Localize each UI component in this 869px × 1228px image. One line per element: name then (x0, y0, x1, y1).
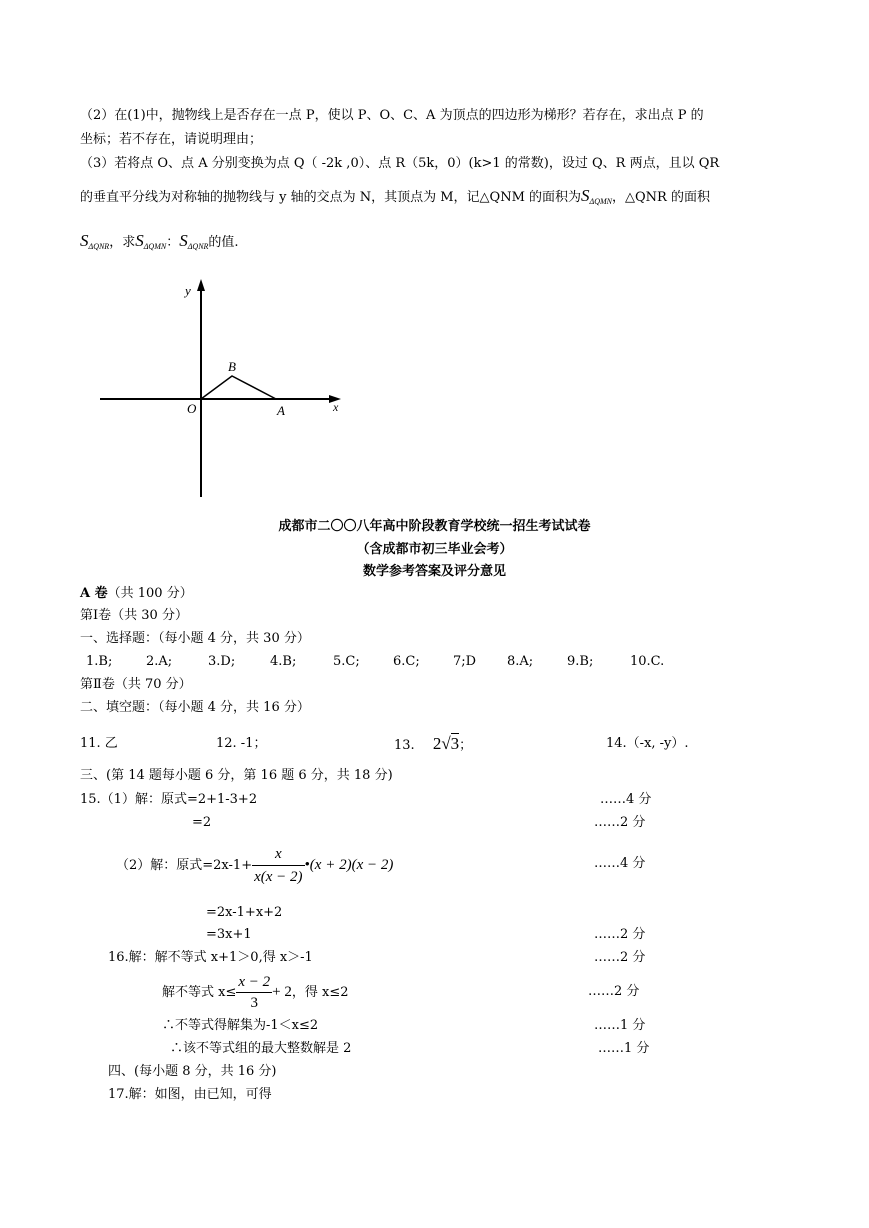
q3-line2-text: 的垂直平分线为对称轴的抛物线与 y 轴的交点为 N，其顶点为 M，记△QNM 的面积为 (80, 190, 582, 205)
sub-qmn: ΔQMN (143, 242, 167, 251)
q3-line2 (80, 188, 710, 210)
answer-title-2: （含成都市初三毕业会考） (356, 542, 513, 557)
numerator: x − 2 (238, 974, 271, 990)
section-3-title: 三、(第 14 题每小题 6 分，第 16 题 6 分，共 18 分) (80, 768, 393, 783)
q2-line2: 坐标；若不存在，请说明理由； (80, 132, 263, 147)
points: ……2 分 (594, 950, 646, 965)
answer-title-1: 成都市二〇〇八年高中阶段教育学校统一招生考试试卷 (278, 519, 591, 534)
s-symbol: S (80, 231, 89, 250)
q2-line1: （2）在(1)中，抛物线上是否存在一点 P，使以 P、O、C、A 为顶点的四边形为梯形？若存在，求出点 P 的 (80, 108, 704, 123)
s16-4: ∴该不等式组的最大整数解是 2 (170, 1041, 352, 1056)
mc-answer: 7;D (453, 654, 477, 669)
s16-2-tail: ，得 x≤2 (291, 985, 349, 1000)
denominator: x(x − 2) (252, 865, 304, 888)
s16-3: ∴不等式得解集为-1＜x≤2 (162, 1018, 319, 1033)
sub-qnr: ΔQNR (88, 242, 110, 251)
points: ……4 分 (594, 856, 646, 871)
q3-line2-text-b: ，△QNR 的面积 (612, 190, 710, 205)
q3-line1: （3）若将点 O、点 A 分别变换为点 Q（ -2k ,0）、点 R（5k，0）(k>1 的常数)，设过 Q、R 两点，且以 QR (80, 156, 720, 171)
points: ……2 分 (588, 984, 640, 999)
section-a-points: （共 100 分） (107, 586, 193, 601)
mc-answer: 8.A; (507, 654, 534, 669)
s15-2b: =2x-1+x+2 (206, 905, 283, 920)
points: ……2 分 (594, 815, 646, 830)
label-y: y (185, 283, 191, 298)
s-symbol: S (179, 231, 188, 250)
fill-13 (394, 736, 472, 754)
part-1-title: 第Ⅰ卷（共 30 分） (80, 608, 188, 623)
numerator: x (274, 846, 282, 862)
fill-title: 二、填空题：（每小题 4 分，共 16 分） (80, 700, 310, 715)
s15-2-post: •(x + 2)(x − 2) (304, 857, 394, 873)
sqrt-symbol: √ (441, 734, 451, 753)
mc-answer: 5.C; (333, 654, 360, 669)
mc-title: 一、选择题：（每小题 4 分，共 30 分） (80, 631, 310, 646)
s15-2c: =3x+1 (206, 927, 252, 942)
fill-11: 11. 乙 (80, 736, 118, 751)
s16-2-pre: 解不等式 x≤ (162, 985, 237, 1000)
s-symbol: S (135, 231, 144, 250)
mc-answer: 6.C; (393, 654, 420, 669)
s15-2 (116, 843, 393, 888)
fraction (236, 972, 272, 1013)
y-axis-arrow (197, 279, 205, 291)
colon: ： (166, 235, 180, 250)
fill-13-tail: ； (459, 738, 473, 753)
fill-14: 14.（-x, -y）. (606, 736, 689, 751)
s16-1: 16.解：解不等式 x+1＞0,得 x＞-1 (108, 950, 313, 965)
answer-title-3: 数学参考答案及评分意见 (362, 564, 506, 579)
section-a-label: A 卷 (80, 586, 108, 601)
mc-answer: 2.A; (146, 654, 173, 669)
fill-12: 12. -1； (216, 736, 267, 751)
mc-answer: 3.D; (208, 654, 236, 669)
label-o: O (187, 401, 197, 416)
part-2-title: 第Ⅱ卷（共 70 分） (80, 677, 192, 692)
label-b: B (228, 359, 236, 374)
s-symbol: S (581, 186, 590, 205)
fill-13-coef: 2 (432, 734, 442, 753)
points: ……2 分 (594, 927, 646, 942)
s15-1a: 15.（1）解：原式=2+1-3+2 (80, 792, 258, 807)
denominator: 3 (236, 992, 272, 1013)
s16-2 (162, 972, 349, 1013)
fraction (252, 843, 304, 888)
s15-2-pre: （2）解：原式=2x-1+ (116, 858, 253, 873)
mc-answer: 1.B; (86, 654, 113, 669)
mc-answer: 9.B; (567, 654, 594, 669)
s16-2-post: + 2 (272, 984, 292, 1000)
section-a (80, 586, 193, 602)
s17: 17.解：如图，由已知，可得 (108, 1087, 272, 1102)
mc-answer: 10.C. (630, 654, 665, 669)
fill-13-value (433, 736, 459, 752)
points: ……1 分 (598, 1041, 650, 1056)
label-a: A (277, 403, 285, 418)
q3-line3 (80, 233, 239, 255)
fill-13-label: 13. (394, 738, 415, 753)
sub-qnr: ΔQNR (187, 242, 209, 251)
points: ……1 分 (594, 1018, 646, 1033)
sub-qmn: ΔQMN (589, 197, 613, 206)
mc-answer: 4.B; (270, 654, 297, 669)
q3-line3-text-b: 的值. (208, 235, 239, 250)
coordinate-figure (95, 275, 355, 500)
points: ……4 分 (600, 792, 652, 807)
q3-line3-text-a: ，求 (109, 235, 136, 250)
fill-13-radicand: 3 (450, 734, 460, 753)
section-4-title: 四、(每小题 8 分，共 16 分) (108, 1064, 277, 1079)
segment-oba (201, 376, 276, 399)
s15-1b: =2 (192, 815, 212, 830)
label-x: x (333, 400, 339, 414)
